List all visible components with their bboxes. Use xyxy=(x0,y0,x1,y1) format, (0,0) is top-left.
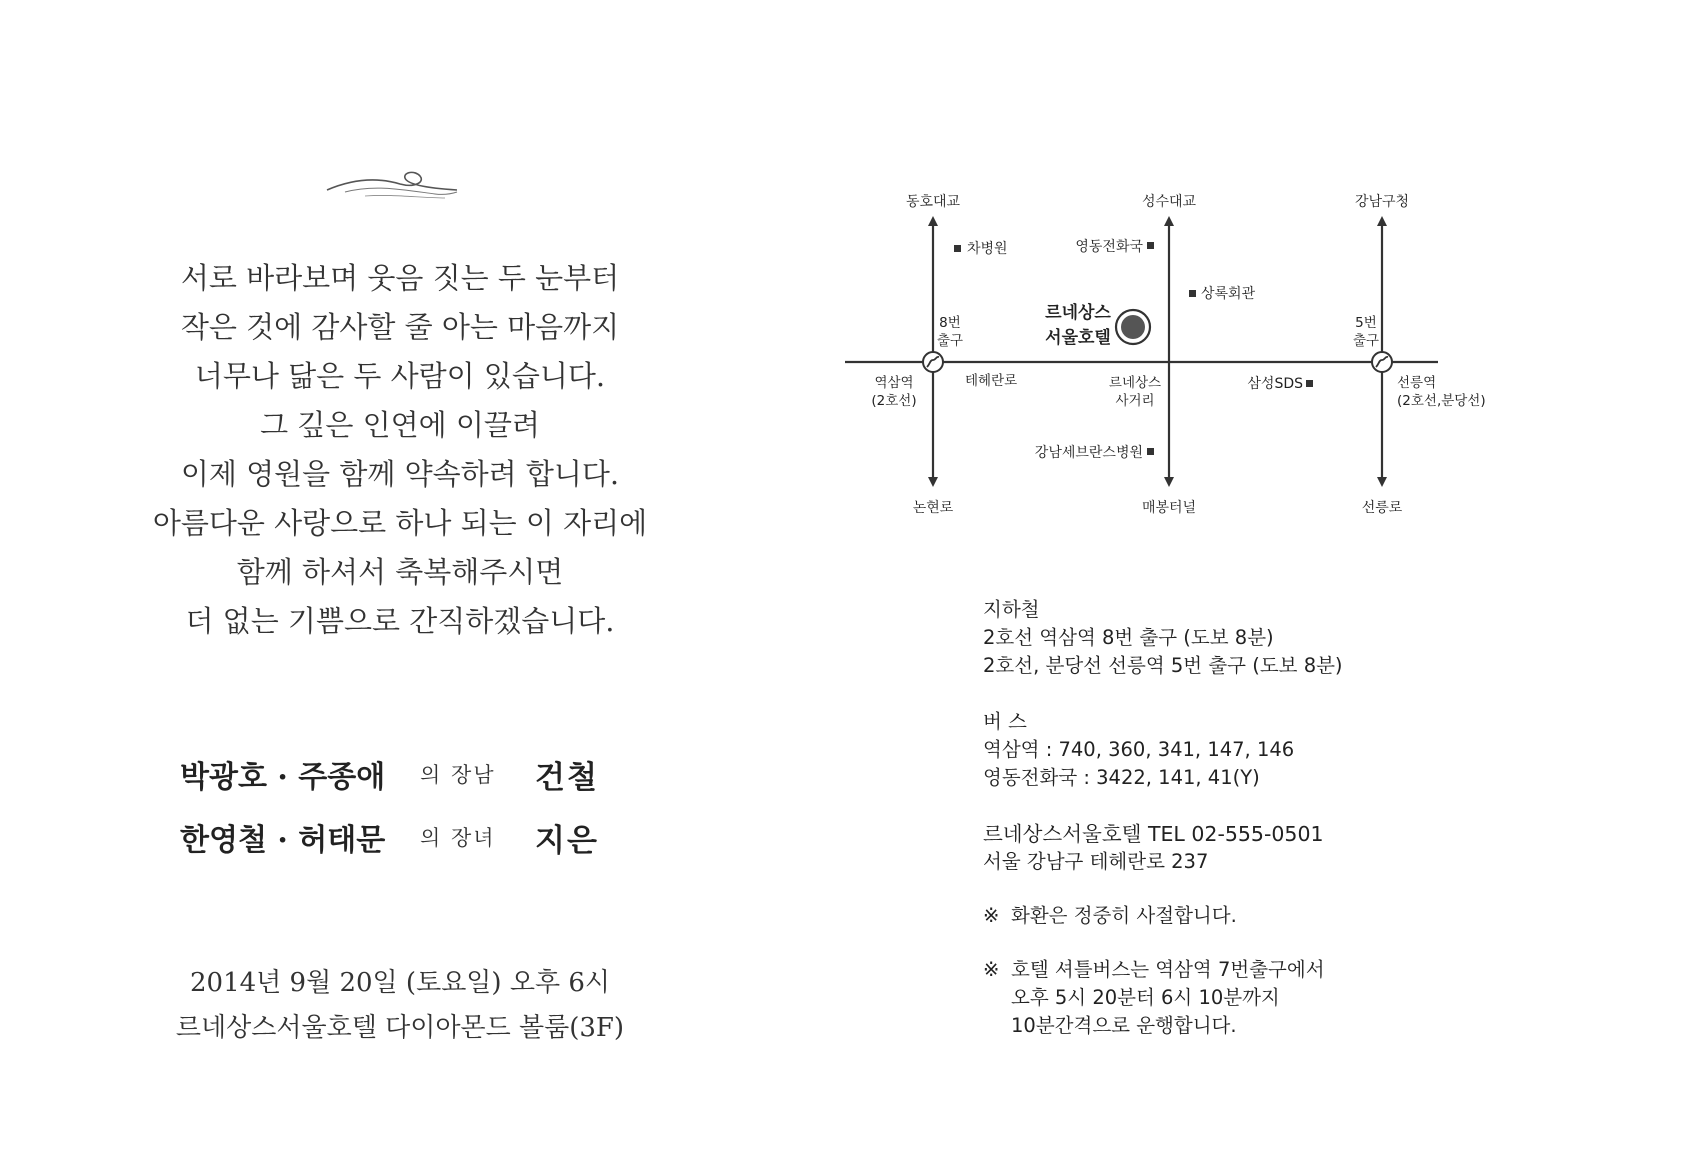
landmark-label: 상록회관 xyxy=(1201,286,1256,302)
station-label: (2호선,분당선) xyxy=(1397,393,1486,409)
road-label-north: 동호대교 xyxy=(905,194,961,210)
station-label: 역삼역 xyxy=(874,375,914,391)
event-venue: 르네상스서울호텔 다이아몬드 볼룸(3F) xyxy=(175,1013,625,1043)
landmark-label: 차병원 xyxy=(967,241,1008,257)
intersection-label: 사거리 xyxy=(1115,393,1155,409)
hotel-label: 서울호텔 xyxy=(1045,328,1111,348)
road-name-label: 테헤란로 xyxy=(965,373,1018,389)
arrow-down-icon xyxy=(1164,477,1174,487)
note-text: 오후 5시 20분터 6시 10분까지 xyxy=(1011,986,1280,1009)
poem-line: 서로 바라보며 웃음 짓는 두 눈부터 xyxy=(180,261,620,295)
groom-parents: 박광호 · 주종애 xyxy=(180,760,386,795)
note-shuttle xyxy=(983,956,1543,984)
subway-route: 2호선 역삼역 8번 출구 (도보 8분) xyxy=(983,626,1274,649)
event-details xyxy=(100,961,700,1051)
bus-route: 역삼역 : 740, 360, 341, 147, 146 xyxy=(983,738,1295,761)
road-label-south: 선릉로 xyxy=(1361,500,1403,516)
hotel-marker-icon xyxy=(1116,310,1150,344)
poem-line: 함께 하셔서 축복해주시면 xyxy=(236,555,564,589)
hotel-address: 서울 강남구 테헤란로 237 xyxy=(983,850,1209,873)
station-label: (2호선) xyxy=(871,393,917,409)
event-datetime: 2014년 9월 20일 (토요일) 오후 6시 xyxy=(190,968,610,998)
exit-label: 출구 xyxy=(936,333,964,349)
hotel-label: 르네상스 xyxy=(1045,303,1111,323)
subway-route: 2호선, 분당선 선릉역 5번 출구 (도보 8분) xyxy=(983,654,1343,677)
exit-label: 5번 xyxy=(1355,315,1377,331)
station-label: 선릉역 xyxy=(1397,375,1437,391)
road-label-south: 논현로 xyxy=(912,500,954,516)
poem-line: 작은 것에 감사할 줄 아는 마음까지 xyxy=(180,310,620,344)
bride-row xyxy=(180,815,599,859)
landmark-square-icon xyxy=(1147,242,1154,249)
groom-relation: 의 장남 xyxy=(420,763,496,787)
subway-title: 지하철 xyxy=(983,598,1040,621)
poem-line: 더 없는 기쁨으로 간직하겠습니다. xyxy=(185,604,615,638)
location-map xyxy=(830,180,1510,530)
reference-mark: ※ xyxy=(983,904,1000,927)
note-text: 10분간격으로 운행합니다. xyxy=(1011,1014,1237,1037)
subway-station-icon xyxy=(1372,352,1392,372)
subway-station-icon xyxy=(923,352,943,372)
road-label-south: 매봉터널 xyxy=(1141,500,1197,516)
landmark-square-icon xyxy=(1147,448,1154,455)
landmark-square-icon xyxy=(954,245,961,252)
poem-line: 이제 영원을 함께 약속하려 합니다. xyxy=(180,457,620,491)
bride-relation: 의 장녀 xyxy=(420,826,496,850)
invitation-poem xyxy=(100,254,700,646)
exit-label: 8번 xyxy=(939,315,961,331)
arrow-down-icon xyxy=(1377,477,1387,487)
arrow-up-icon xyxy=(1377,216,1387,226)
road-label-north: 강남구청 xyxy=(1354,194,1410,210)
landmark-label: 삼성SDS xyxy=(1247,376,1303,392)
landmark-square-icon xyxy=(1306,380,1313,387)
groom-name: 건철 xyxy=(535,759,599,796)
arrow-up-icon xyxy=(1164,216,1174,226)
intersection-label: 르네상스 xyxy=(1108,375,1162,391)
arrow-down-icon xyxy=(928,477,938,487)
landmark-label: 강남세브란스병원 xyxy=(1034,445,1143,461)
directions-info xyxy=(983,596,1543,1040)
arrow-up-icon xyxy=(928,216,938,226)
hotel-contact: 르네상스서울호텔 TEL 02-555-0501 xyxy=(983,822,1324,846)
note-text: 호텔 셔틀버스는 역삼역 7번출구에서 xyxy=(1011,958,1325,981)
landmark-square-icon xyxy=(1189,290,1196,297)
note-flowers xyxy=(983,902,1543,930)
note-text: 화환은 정중히 사절합니다. xyxy=(1011,904,1237,927)
exit-label: 출구 xyxy=(1352,333,1380,349)
flourish-ornament xyxy=(325,168,460,204)
landmark-label: 영동전화국 xyxy=(1075,239,1143,255)
bus-route: 영동전화국 : 3422, 141, 41(Y) xyxy=(983,766,1260,789)
poem-line: 아름다운 사랑으로 하나 되는 이 자리에 xyxy=(152,506,648,540)
reference-mark: ※ xyxy=(983,958,1000,981)
groom-row xyxy=(180,752,599,796)
bride-name: 지은 xyxy=(535,822,599,859)
bride-parents: 한영철 · 허태문 xyxy=(180,823,386,858)
road-label-north: 성수대교 xyxy=(1141,194,1197,210)
bus-title: 버 스 xyxy=(983,710,1027,733)
poem-line: 그 깊은 인연에 이끌려 xyxy=(260,408,540,442)
poem-line: 너무나 닮은 두 사람이 있습니다. xyxy=(194,359,606,393)
